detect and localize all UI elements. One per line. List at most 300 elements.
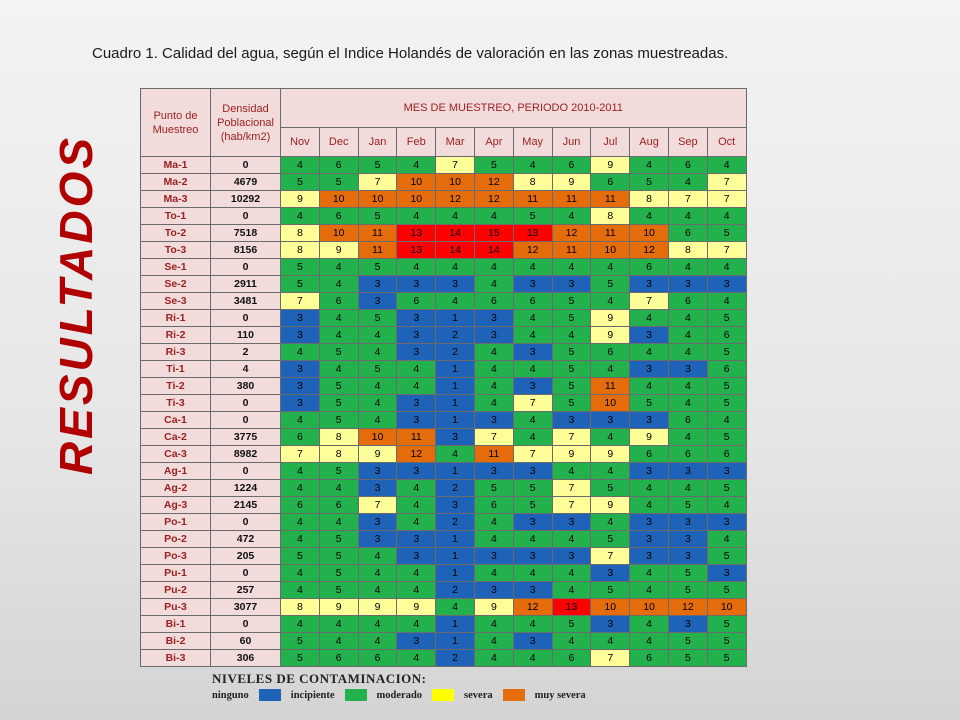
quality-value-cell: 3 (474, 548, 513, 565)
quality-value-cell: 4 (474, 276, 513, 293)
quality-value-cell: 5 (552, 395, 591, 412)
quality-value-cell: 11 (591, 225, 630, 242)
population-density: 4 (211, 361, 281, 378)
legend-swatch (432, 689, 454, 701)
quality-value-cell: 9 (591, 157, 630, 174)
quality-value-cell: 5 (281, 548, 320, 565)
quality-value-cell: 4 (513, 616, 552, 633)
quality-value-cell: 3 (513, 548, 552, 565)
quality-value-cell: 5 (319, 565, 358, 582)
quality-value-cell: 3 (358, 514, 397, 531)
population-density: 60 (211, 633, 281, 650)
quality-value-cell: 4 (397, 480, 436, 497)
table-row (141, 344, 747, 361)
quality-value-cell: 4 (281, 565, 320, 582)
quality-value-cell: 6 (552, 650, 591, 667)
quality-value-cell: 4 (668, 208, 707, 225)
quality-value-cell: 3 (397, 310, 436, 327)
quality-value-cell: 4 (281, 616, 320, 633)
quality-value-cell: 4 (513, 565, 552, 582)
quality-value-cell: 4 (319, 616, 358, 633)
quality-value-cell: 4 (397, 378, 436, 395)
population-density: 2145 (211, 497, 281, 514)
quality-value-cell: 4 (436, 599, 475, 616)
quality-value-cell: 4 (591, 293, 630, 310)
quality-value-cell: 3 (552, 548, 591, 565)
quality-value-cell: 3 (552, 276, 591, 293)
population-density: 8156 (211, 242, 281, 259)
population-density: 0 (211, 157, 281, 174)
quality-value-cell: 1 (436, 531, 475, 548)
quality-value-cell: 2 (436, 582, 475, 599)
month-header: Aug (630, 128, 669, 157)
legend-swatch (503, 689, 525, 701)
population-density: 0 (211, 208, 281, 225)
quality-value-cell: 3 (281, 310, 320, 327)
population-density: 0 (211, 259, 281, 276)
quality-value-cell: 12 (474, 191, 513, 208)
quality-value-cell: 4 (474, 633, 513, 650)
table-row (141, 225, 747, 242)
quality-value-cell: 4 (630, 378, 669, 395)
sampling-point: Pu-2 (141, 582, 211, 599)
table-row (141, 497, 747, 514)
quality-value-cell: 5 (707, 225, 746, 242)
table-row (141, 446, 747, 463)
quality-value-cell: 12 (513, 242, 552, 259)
quality-value-cell: 5 (552, 310, 591, 327)
quality-value-cell: 3 (630, 412, 669, 429)
quality-value-cell: 3 (281, 395, 320, 412)
quality-value-cell: 10 (436, 174, 475, 191)
population-density: 0 (211, 412, 281, 429)
sampling-point: Pu-3 (141, 599, 211, 616)
quality-value-cell: 7 (513, 395, 552, 412)
quality-value-cell: 3 (358, 293, 397, 310)
quality-value-cell: 4 (552, 633, 591, 650)
quality-value-cell: 4 (591, 514, 630, 531)
quality-value-cell: 3 (552, 514, 591, 531)
quality-value-cell: 6 (319, 293, 358, 310)
population-density: 4679 (211, 174, 281, 191)
quality-value-cell: 3 (668, 361, 707, 378)
quality-value-cell: 4 (397, 565, 436, 582)
quality-value-cell: 2 (436, 344, 475, 361)
quality-value-cell: 5 (591, 531, 630, 548)
sampling-point: Ti-3 (141, 395, 211, 412)
sampling-point: Ri-3 (141, 344, 211, 361)
table-row (141, 242, 747, 259)
quality-value-cell: 6 (668, 446, 707, 463)
population-density: 380 (211, 378, 281, 395)
quality-value-cell: 4 (513, 310, 552, 327)
table-row (141, 565, 747, 582)
quality-value-cell: 3 (707, 565, 746, 582)
quality-value-cell: 7 (668, 191, 707, 208)
population-density: 2 (211, 344, 281, 361)
population-density: 110 (211, 327, 281, 344)
sampling-point: Bi-1 (141, 616, 211, 633)
quality-value-cell: 3 (513, 633, 552, 650)
section-title: RESULTADOS (50, 134, 102, 476)
quality-value-cell: 4 (707, 497, 746, 514)
quality-value-cell: 15 (474, 225, 513, 242)
quality-value-cell: 6 (668, 293, 707, 310)
quality-value-cell: 10 (358, 429, 397, 446)
quality-value-cell: 4 (474, 259, 513, 276)
quality-value-cell: 4 (358, 327, 397, 344)
quality-value-cell: 3 (513, 344, 552, 361)
quality-value-cell: 6 (707, 361, 746, 378)
quality-value-cell: 4 (630, 497, 669, 514)
col-header-density: Densidad Poblacional (hab/km2) (211, 89, 281, 157)
population-density: 0 (211, 310, 281, 327)
quality-value-cell: 5 (319, 582, 358, 599)
quality-value-cell: 7 (436, 157, 475, 174)
table-row (141, 174, 747, 191)
quality-value-cell: 10 (630, 225, 669, 242)
quality-value-cell: 6 (707, 327, 746, 344)
quality-value-cell: 9 (319, 599, 358, 616)
quality-value-cell: 2 (436, 480, 475, 497)
quality-value-cell: 5 (707, 429, 746, 446)
population-density: 0 (211, 463, 281, 480)
sampling-point: Ma-2 (141, 174, 211, 191)
quality-value-cell: 3 (436, 276, 475, 293)
quality-value-cell: 5 (591, 276, 630, 293)
population-density: 0 (211, 514, 281, 531)
legend-title: NIVELES DE CONTAMINACION: (212, 671, 427, 686)
quality-value-cell: 5 (358, 361, 397, 378)
quality-value-cell: 5 (668, 633, 707, 650)
quality-value-cell: 9 (552, 174, 591, 191)
quality-value-cell: 4 (591, 259, 630, 276)
quality-value-cell: 4 (358, 633, 397, 650)
month-header: Dec (319, 128, 358, 157)
table-row (141, 327, 747, 344)
quality-value-cell: 6 (668, 157, 707, 174)
table-row (141, 531, 747, 548)
quality-value-cell: 3 (358, 480, 397, 497)
table-row (141, 361, 747, 378)
quality-value-cell: 4 (436, 259, 475, 276)
sampling-point: Ti-2 (141, 378, 211, 395)
quality-value-cell: 8 (281, 225, 320, 242)
quality-value-cell: 4 (319, 514, 358, 531)
population-density: 1224 (211, 480, 281, 497)
quality-value-cell: 3 (630, 548, 669, 565)
quality-value-cell: 1 (436, 412, 475, 429)
quality-value-cell: 5 (319, 412, 358, 429)
quality-value-cell: 3 (358, 463, 397, 480)
quality-value-cell: 11 (591, 378, 630, 395)
quality-value-cell: 10 (358, 191, 397, 208)
legend-item (212, 689, 291, 701)
quality-value-cell: 5 (707, 582, 746, 599)
quality-value-cell: 4 (281, 480, 320, 497)
quality-value-cell: 12 (630, 242, 669, 259)
quality-value-cell: 5 (281, 259, 320, 276)
quality-value-cell: 4 (591, 361, 630, 378)
sampling-point: Ag-1 (141, 463, 211, 480)
quality-value-cell: 4 (630, 616, 669, 633)
table-row (141, 310, 747, 327)
quality-value-cell: 12 (436, 191, 475, 208)
quality-value-cell: 3 (474, 327, 513, 344)
quality-value-cell: 9 (591, 310, 630, 327)
quality-value-cell: 5 (707, 395, 746, 412)
quality-value-cell: 5 (591, 480, 630, 497)
quality-value-cell: 5 (319, 174, 358, 191)
quality-value-cell: 4 (591, 429, 630, 446)
quality-value-cell: 12 (397, 446, 436, 463)
quality-value-cell: 5 (319, 463, 358, 480)
quality-value-cell: 7 (552, 429, 591, 446)
population-density: 0 (211, 565, 281, 582)
quality-value-cell: 9 (397, 599, 436, 616)
population-density: 10292 (211, 191, 281, 208)
legend-label: ninguno (212, 689, 249, 701)
sampling-point: Ca-2 (141, 429, 211, 446)
sampling-point: Ma-3 (141, 191, 211, 208)
table-row (141, 208, 747, 225)
table-row (141, 514, 747, 531)
quality-value-cell: 4 (552, 327, 591, 344)
quality-value-cell: 5 (707, 480, 746, 497)
quality-value-cell: 3 (513, 378, 552, 395)
month-header: Sep (668, 128, 707, 157)
quality-value-cell: 6 (474, 293, 513, 310)
legend-label: muy severa (534, 689, 586, 701)
month-header: Feb (397, 128, 436, 157)
quality-value-cell: 8 (319, 429, 358, 446)
quality-value-cell: 3 (630, 361, 669, 378)
quality-value-cell: 3 (591, 412, 630, 429)
legend-item (377, 689, 465, 701)
quality-value-cell: 4 (668, 174, 707, 191)
sampling-point: Ag-2 (141, 480, 211, 497)
quality-value-cell: 3 (281, 361, 320, 378)
quality-value-cell: 5 (319, 531, 358, 548)
quality-value-cell: 7 (281, 446, 320, 463)
sampling-point: Ag-3 (141, 497, 211, 514)
population-density: 2911 (211, 276, 281, 293)
quality-value-cell: 4 (474, 344, 513, 361)
quality-value-cell: 6 (668, 412, 707, 429)
quality-value-cell: 4 (474, 378, 513, 395)
table-row (141, 599, 747, 616)
quality-value-cell: 4 (630, 208, 669, 225)
table-row (141, 633, 747, 650)
legend-item (464, 689, 535, 701)
sampling-point: Po-2 (141, 531, 211, 548)
table-caption: Cuadro 1. Calidad del agua, según el Indice Holandés de valoración en las zonas muestreadas. (92, 45, 729, 62)
quality-value-cell: 5 (552, 293, 591, 310)
legend-items (212, 689, 586, 701)
quality-value-cell: 5 (358, 208, 397, 225)
month-header: Oct (707, 128, 746, 157)
quality-value-cell: 5 (474, 480, 513, 497)
quality-value-cell: 9 (358, 599, 397, 616)
legend-label: severa (464, 689, 493, 701)
quality-value-cell: 4 (707, 259, 746, 276)
quality-value-cell: 3 (513, 582, 552, 599)
quality-value-cell: 1 (436, 361, 475, 378)
quality-value-cell: 5 (474, 157, 513, 174)
quality-value-cell: 4 (474, 361, 513, 378)
sampling-point: Se-2 (141, 276, 211, 293)
sampling-point: Ca-1 (141, 412, 211, 429)
legend-item (291, 689, 377, 701)
quality-value-cell: 4 (358, 548, 397, 565)
quality-value-cell: 9 (630, 429, 669, 446)
quality-value-cell: 6 (358, 650, 397, 667)
quality-value-cell: 10 (591, 599, 630, 616)
quality-value-cell: 4 (630, 565, 669, 582)
quality-value-cell: 1 (436, 633, 475, 650)
quality-value-cell: 6 (668, 225, 707, 242)
quality-value-cell: 4 (707, 157, 746, 174)
quality-value-cell: 3 (552, 412, 591, 429)
quality-value-cell: 7 (474, 429, 513, 446)
quality-value-cell: 3 (630, 276, 669, 293)
quality-value-cell: 3 (513, 463, 552, 480)
quality-value-cell: 10 (591, 242, 630, 259)
population-density: 3775 (211, 429, 281, 446)
table-row (141, 480, 747, 497)
quality-value-cell: 4 (707, 412, 746, 429)
quality-value-cell: 7 (707, 174, 746, 191)
legend-label: moderado (376, 689, 423, 701)
quality-value-cell: 3 (397, 395, 436, 412)
population-density: 8982 (211, 446, 281, 463)
quality-value-cell: 1 (436, 463, 475, 480)
quality-value-cell: 4 (319, 327, 358, 344)
quality-value-cell: 7 (513, 446, 552, 463)
table-row (141, 429, 747, 446)
quality-value-cell: 5 (319, 344, 358, 361)
quality-value-cell: 14 (436, 225, 475, 242)
table-row (141, 616, 747, 633)
quality-value-cell: 7 (358, 497, 397, 514)
quality-value-cell: 4 (707, 293, 746, 310)
quality-value-cell: 8 (668, 242, 707, 259)
quality-value-cell: 6 (397, 293, 436, 310)
quality-value-cell: 3 (474, 412, 513, 429)
quality-value-cell: 6 (474, 497, 513, 514)
table-row (141, 463, 747, 480)
quality-value-cell: 9 (591, 497, 630, 514)
quality-value-cell: 3 (707, 276, 746, 293)
quality-value-cell: 4 (281, 157, 320, 174)
quality-value-cell: 5 (630, 174, 669, 191)
quality-value-cell: 3 (630, 531, 669, 548)
table-row (141, 548, 747, 565)
quality-value-cell: 11 (358, 242, 397, 259)
quality-value-cell: 4 (281, 582, 320, 599)
quality-value-cell: 4 (397, 157, 436, 174)
quality-value-cell: 6 (319, 497, 358, 514)
quality-value-cell: 4 (281, 208, 320, 225)
quality-value-cell: 11 (552, 242, 591, 259)
quality-value-cell: 6 (552, 157, 591, 174)
quality-value-cell: 4 (630, 310, 669, 327)
quality-value-cell: 5 (668, 650, 707, 667)
quality-value-cell: 9 (552, 446, 591, 463)
quality-value-cell: 5 (513, 480, 552, 497)
quality-value-cell: 3 (668, 276, 707, 293)
quality-value-cell: 3 (668, 531, 707, 548)
quality-value-cell: 5 (513, 208, 552, 225)
quality-value-cell: 3 (630, 463, 669, 480)
quality-value-cell: 11 (397, 429, 436, 446)
quality-value-cell: 6 (319, 208, 358, 225)
quality-value-cell: 7 (707, 242, 746, 259)
legend-swatch (345, 689, 367, 701)
quality-value-cell: 4 (513, 157, 552, 174)
population-density: 7518 (211, 225, 281, 242)
sampling-point: Ri-2 (141, 327, 211, 344)
sampling-point: Ca-3 (141, 446, 211, 463)
quality-value-cell: 7 (707, 191, 746, 208)
month-header: Jul (591, 128, 630, 157)
quality-value-cell: 4 (552, 565, 591, 582)
quality-value-cell: 4 (591, 633, 630, 650)
quality-value-cell: 10 (630, 599, 669, 616)
quality-value-cell: 4 (513, 650, 552, 667)
quality-value-cell: 4 (591, 463, 630, 480)
quality-value-cell: 9 (319, 242, 358, 259)
quality-value-cell: 4 (319, 633, 358, 650)
quality-value-cell: 11 (513, 191, 552, 208)
quality-value-cell: 4 (281, 514, 320, 531)
quality-value-cell: 1 (436, 395, 475, 412)
quality-value-cell: 4 (358, 412, 397, 429)
quality-value-cell: 5 (552, 361, 591, 378)
quality-value-cell: 5 (281, 633, 320, 650)
quality-value-cell: 4 (281, 412, 320, 429)
quality-value-cell: 4 (358, 378, 397, 395)
quality-value-cell: 4 (319, 361, 358, 378)
quality-value-cell: 3 (397, 412, 436, 429)
quality-value-cell: 8 (281, 242, 320, 259)
quality-value-cell: 8 (281, 599, 320, 616)
quality-value-cell: 3 (474, 463, 513, 480)
quality-value-cell: 6 (591, 344, 630, 361)
table-row (141, 378, 747, 395)
quality-value-cell: 4 (436, 208, 475, 225)
quality-value-cell: 6 (630, 259, 669, 276)
quality-value-cell: 8 (319, 446, 358, 463)
quality-value-cell: 3 (513, 514, 552, 531)
col-header-months-group: MES DE MUESTREO, PERIODO 2010-2011 (281, 89, 747, 128)
table-row (141, 191, 747, 208)
quality-value-cell: 3 (397, 276, 436, 293)
sampling-point: To-3 (141, 242, 211, 259)
quality-value-cell: 3 (591, 616, 630, 633)
quality-value-cell: 5 (668, 582, 707, 599)
quality-value-cell: 1 (436, 378, 475, 395)
quality-value-cell: 1 (436, 616, 475, 633)
quality-value-cell: 4 (397, 497, 436, 514)
quality-value-cell: 4 (474, 565, 513, 582)
quality-value-cell: 4 (552, 463, 591, 480)
legend-swatch (259, 689, 281, 701)
quality-value-cell: 2 (436, 327, 475, 344)
population-density: 0 (211, 616, 281, 633)
quality-value-cell: 3 (668, 548, 707, 565)
quality-value-cell: 13 (513, 225, 552, 242)
